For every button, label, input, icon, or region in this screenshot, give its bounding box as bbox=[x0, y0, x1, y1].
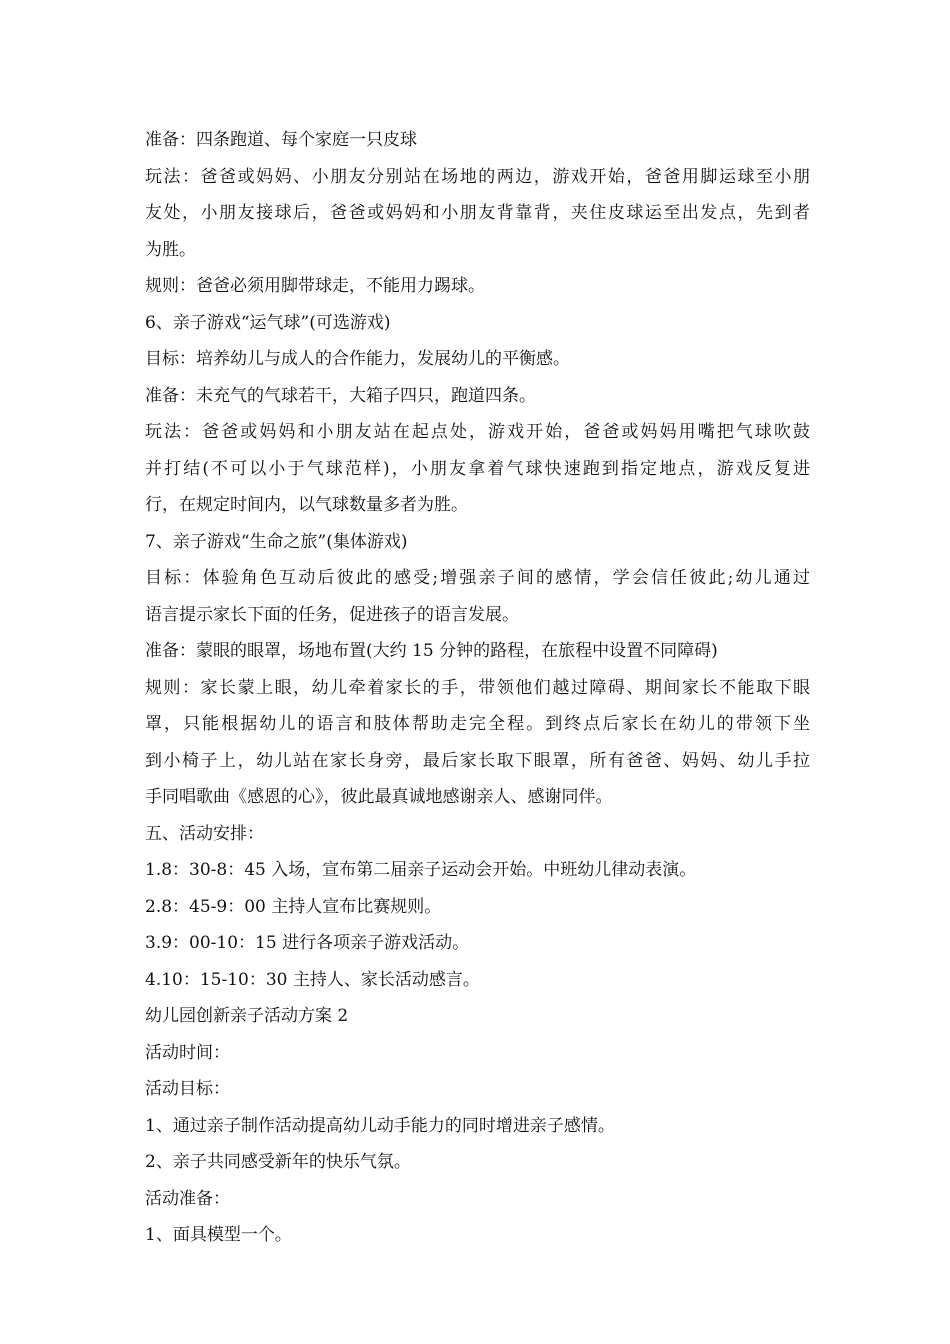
text-line: 友处，小朋友接球后，爸爸或妈妈和小朋友背靠背，夹住皮球运至出发点，先到者 bbox=[145, 203, 810, 223]
schedule-item: 4.10：15-10：30 主持人、家长活动感言。 bbox=[145, 969, 480, 990]
schedule-item: 3.9：00-10：15 进行各项亲子游戏活动。 bbox=[145, 933, 470, 953]
text-line: 玩法：爸爸或妈妈和小朋友站在起点处，游戏开始，爸爸或妈妈用嘴把气球吹鼓 bbox=[145, 422, 810, 442]
document-body bbox=[145, 122, 810, 1254]
schedule-item: 2.8：45-9：00 主持人宣布比赛规则。 bbox=[145, 896, 442, 917]
text-line: 规则：爸爸必须用脚带球走，不能用力踢球。 bbox=[145, 276, 485, 296]
text-line: 手同唱歌曲《感恩的心》，彼此最真诚地感谢亲人、感谢同伴。 bbox=[145, 787, 613, 807]
text-line: 准备：蒙眼的眼罩，场地布置(大约 15 分钟的路程，在旅程中设置不同障碍) bbox=[145, 641, 718, 661]
list-item: 2、亲子共同感受新年的快乐气氛。 bbox=[145, 1152, 411, 1172]
text-line: 并打结(不可以小于气球范样)，小朋友拿着气球快速跑到指定地点，游戏反复进 bbox=[145, 458, 810, 479]
text-line: 行，在规定时间内，以气球数量多者为胜。 bbox=[145, 495, 468, 515]
text-line: 规则：家长蒙上眼，幼儿牵着家长的手，带领他们越过障碍、期间家长不能取下眼 bbox=[145, 677, 810, 698]
document-title: 幼儿园创新亲子活动方案 2 bbox=[145, 1006, 349, 1026]
text-line: 玩法：爸爸或妈妈、小朋友分别站在场地的两边，游戏开始，爸爸用脚运球至小朋 bbox=[145, 166, 810, 187]
text-line: 罩，只能根据幼儿的语言和肢体帮助走完全程。到终点后家长在幼儿的带领下坐 bbox=[145, 714, 810, 734]
text-line: 语言提示家长下面的任务，促进孩子的语言发展。 bbox=[145, 604, 519, 625]
text-line: 准备：未充气的气球若干，大箱子四只，跑道四条。 bbox=[145, 385, 536, 406]
section-heading: 6、亲子游戏“运气球”(可选游戏) bbox=[145, 312, 391, 333]
section-heading: 五、活动安排： bbox=[145, 823, 264, 844]
schedule-item: 1.8：30-8：45 入场，宣布第二届亲子运动会开始。中班幼儿律动表演。 bbox=[145, 860, 697, 880]
text-line: 准备：四条跑道、每个家庭一只皮球 bbox=[145, 130, 417, 150]
text-line: 活动准备： bbox=[145, 1188, 230, 1209]
text-line: 为胜。 bbox=[145, 239, 196, 260]
text-line: 目标：培养幼儿与成人的合作能力，发展幼儿的平衡感。 bbox=[145, 349, 570, 369]
text-line: 到小椅子上，幼儿站在家长身旁，最后家长取下眼罩，所有爸爸、妈妈、幼儿手拉 bbox=[145, 750, 810, 771]
section-heading: 7、亲子游戏“生命之旅”(集体游戏) bbox=[145, 531, 408, 552]
list-item: 1、面具模型一个。 bbox=[145, 1225, 292, 1245]
list-item: 1、通过亲子制作活动提高幼儿动手能力的同时增进亲子感情。 bbox=[145, 1115, 615, 1136]
text-line: 活动时间： bbox=[145, 1042, 230, 1063]
text-line: 目标：体验角色互动后彼此的感受;增强亲子间的感情，学会信任彼此;幼儿通过 bbox=[145, 568, 810, 588]
text-line: 活动目标： bbox=[145, 1079, 230, 1099]
